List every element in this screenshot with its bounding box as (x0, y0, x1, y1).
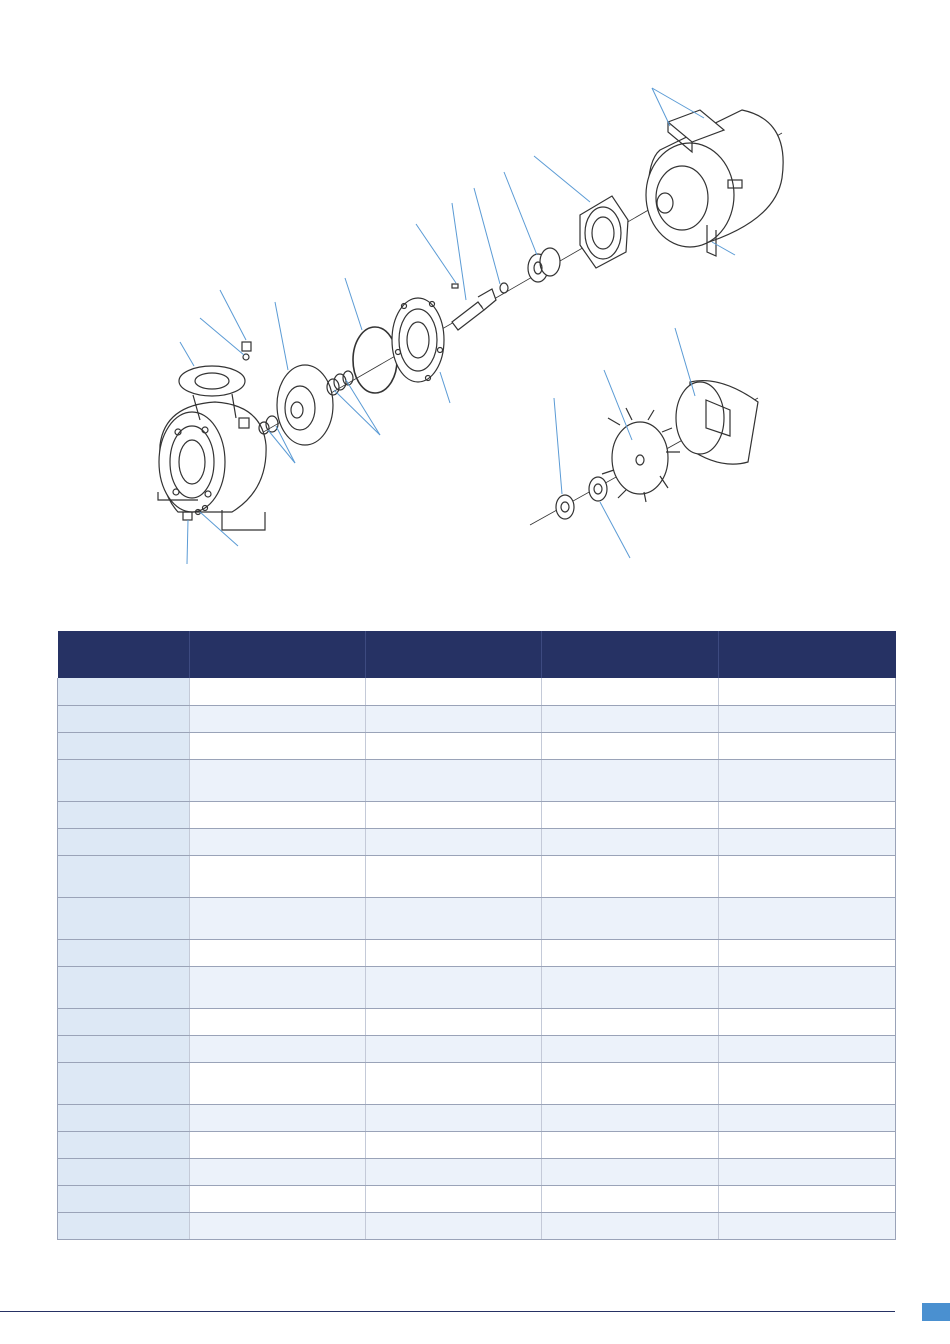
cooling-fan (602, 408, 680, 502)
table-row (58, 759, 896, 801)
table-row (58, 1008, 896, 1035)
table-cell (719, 966, 896, 1008)
table-cell (366, 1212, 542, 1239)
table-row (58, 966, 896, 1008)
pump-casing (158, 366, 266, 530)
table-row (58, 801, 896, 828)
table-cell (542, 1104, 719, 1131)
table-cell (190, 705, 366, 732)
table-cell (719, 678, 896, 705)
table-cell (190, 828, 366, 855)
table-cell (58, 732, 190, 759)
table-cell (542, 759, 719, 801)
table-header-cell (542, 631, 719, 678)
table-cell (366, 1035, 542, 1062)
table-cell (542, 1212, 719, 1239)
table-cell (719, 759, 896, 801)
table-row (58, 1035, 896, 1062)
shaft-washer (500, 283, 508, 293)
table-cell (719, 1212, 896, 1239)
table-cell (58, 1062, 190, 1104)
table-cell (190, 678, 366, 705)
table-cell (719, 1008, 896, 1035)
table-cell (719, 732, 896, 759)
table-cell (366, 1158, 542, 1185)
table-cell (366, 801, 542, 828)
table-header-cell (366, 631, 542, 678)
table-cell (719, 705, 896, 732)
table-cell (190, 1212, 366, 1239)
table-row (58, 1104, 896, 1131)
table-row (58, 1212, 896, 1239)
bearing-front (556, 495, 574, 519)
table-cell (58, 966, 190, 1008)
impeller (277, 365, 333, 445)
table-cell (190, 1008, 366, 1035)
table-cell (542, 939, 719, 966)
o-ring (353, 327, 397, 393)
table-cell (190, 1185, 366, 1212)
table-row (58, 828, 896, 855)
table-row (58, 1185, 896, 1212)
table-cell (542, 966, 719, 1008)
table-cell (542, 1062, 719, 1104)
exploded-pump-diagram (0, 0, 950, 600)
table-cell (58, 759, 190, 801)
table-cell (58, 897, 190, 939)
table-cell (542, 678, 719, 705)
table-cell (366, 732, 542, 759)
table-header-cell (58, 631, 190, 678)
table-cell (542, 1008, 719, 1035)
table-cell (366, 828, 542, 855)
electric-motor (646, 110, 783, 256)
table-cell (542, 897, 719, 939)
table-cell (542, 801, 719, 828)
table-cell (58, 1008, 190, 1035)
table-cell (366, 855, 542, 897)
table-cell (542, 855, 719, 897)
table-row (58, 897, 896, 939)
table-cell (366, 759, 542, 801)
table-cell (58, 1104, 190, 1131)
table-cell (58, 801, 190, 828)
page-number-tab (922, 1303, 950, 1321)
table-cell (366, 705, 542, 732)
table-cell (58, 1185, 190, 1212)
table-cell (190, 966, 366, 1008)
parts-table (57, 631, 896, 1240)
table-cell (190, 801, 366, 828)
table-cell (542, 1131, 719, 1158)
table-row (58, 678, 896, 705)
table-cell (542, 1158, 719, 1185)
table-cell (58, 678, 190, 705)
table-cell (58, 1212, 190, 1239)
table-cell (719, 855, 896, 897)
table-cell (190, 1104, 366, 1131)
table-row (58, 1131, 896, 1158)
table-cell (542, 732, 719, 759)
table-cell (58, 939, 190, 966)
table-cell (366, 1131, 542, 1158)
table-cell (719, 1062, 896, 1104)
table-cell (58, 1035, 190, 1062)
table-cell (719, 828, 896, 855)
fan-cover (676, 381, 758, 465)
seal-housing (392, 298, 444, 382)
table-row (58, 939, 896, 966)
table-row (58, 1062, 896, 1104)
table-cell (190, 1035, 366, 1062)
table-header-cell (190, 631, 366, 678)
bearing-rear (589, 477, 607, 501)
table-header-cell (719, 631, 896, 678)
table-cell (58, 705, 190, 732)
table-cell (58, 828, 190, 855)
table-cell (542, 1035, 719, 1062)
table-cell (58, 855, 190, 897)
table-cell (190, 1131, 366, 1158)
footer-rule (0, 1311, 895, 1312)
table-cell (719, 1131, 896, 1158)
table-cell (366, 1104, 542, 1131)
table-cell (542, 828, 719, 855)
table-cell (58, 1131, 190, 1158)
coupling (528, 248, 560, 282)
table-cell (719, 897, 896, 939)
table-row (58, 1158, 896, 1185)
table-cell (719, 1158, 896, 1185)
adapter-bracket (580, 196, 628, 268)
table-cell (542, 705, 719, 732)
table-cell (190, 759, 366, 801)
table-cell (719, 1185, 896, 1212)
table-header-row (58, 631, 896, 678)
table-row (58, 855, 896, 897)
table-cell (366, 1185, 542, 1212)
table-cell (366, 1062, 542, 1104)
table-cell (719, 1035, 896, 1062)
table-cell (366, 966, 542, 1008)
table-row (58, 732, 896, 759)
table-cell (190, 1158, 366, 1185)
table-cell (190, 855, 366, 897)
table-cell (190, 897, 366, 939)
table-cell (719, 1104, 896, 1131)
table-cell (366, 939, 542, 966)
table-cell (58, 1158, 190, 1185)
table-cell (719, 939, 896, 966)
table-cell (366, 1008, 542, 1035)
table-cell (190, 732, 366, 759)
table-cell (719, 801, 896, 828)
table-cell (190, 939, 366, 966)
table-row (58, 705, 896, 732)
table-cell (366, 897, 542, 939)
table-cell (190, 1062, 366, 1104)
table-cell (542, 1185, 719, 1212)
table-cell (366, 678, 542, 705)
shaft (452, 284, 496, 330)
